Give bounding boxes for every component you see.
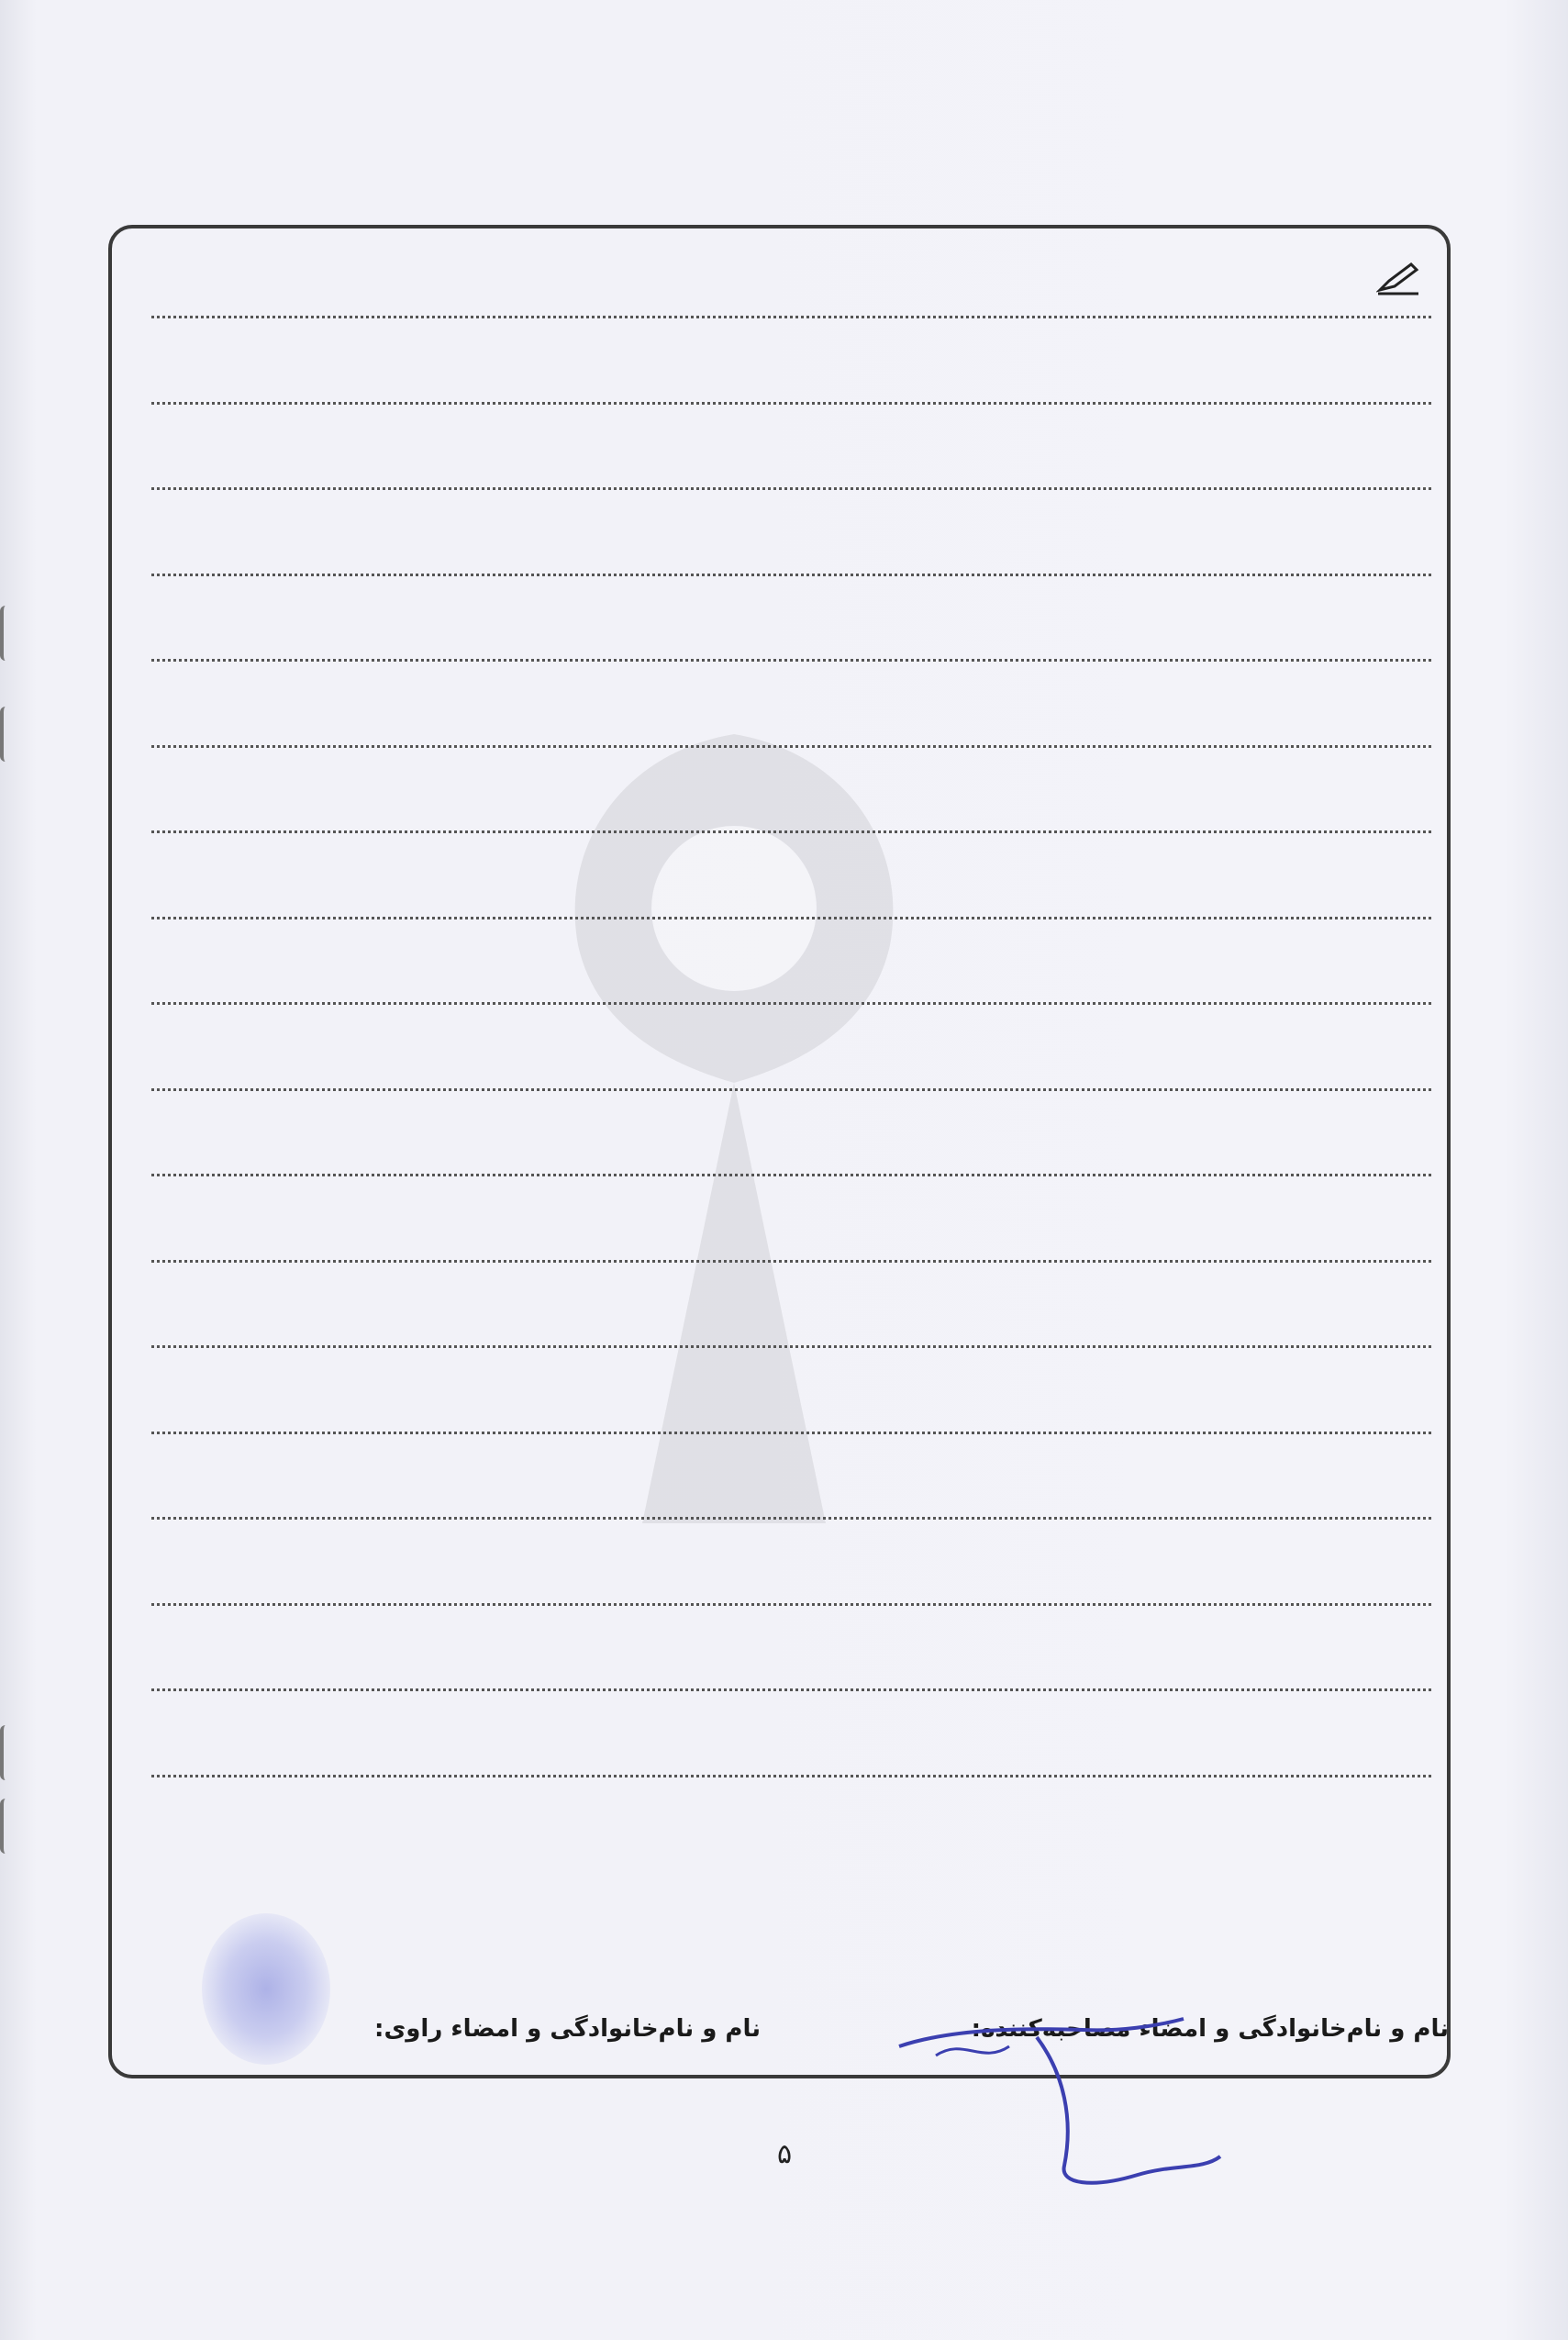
narrator-signature-label: نام و نام‌خانوادگی و امضاء راوی: bbox=[374, 2015, 761, 2043]
dotted-writing-line bbox=[151, 1260, 1431, 1263]
dotted-writing-line bbox=[151, 1002, 1431, 1005]
dotted-writing-line bbox=[151, 1088, 1431, 1091]
dotted-writing-line bbox=[151, 402, 1431, 405]
dotted-writing-line bbox=[151, 487, 1431, 490]
dotted-writing-line bbox=[151, 830, 1431, 833]
dotted-writing-line bbox=[151, 316, 1431, 318]
page-number: ۵ bbox=[776, 2138, 793, 2170]
binding-hole-mark bbox=[0, 1799, 15, 1854]
handwritten-signature bbox=[881, 2010, 1229, 2193]
dotted-writing-line bbox=[151, 1603, 1431, 1606]
binding-hole-mark bbox=[0, 1725, 15, 1780]
interviewer-signature-label: نام و نام‌خانوادگی و امضاء مصاحبه‌کننده: bbox=[971, 2015, 1449, 2043]
dotted-writing-line bbox=[151, 1688, 1431, 1691]
fingerprint-stamp bbox=[202, 1913, 330, 2065]
dotted-writing-line bbox=[151, 1517, 1431, 1520]
dotted-writing-line bbox=[151, 1174, 1431, 1176]
dotted-writing-line bbox=[151, 1775, 1431, 1777]
dotted-writing-line bbox=[151, 659, 1431, 662]
dotted-writing-line bbox=[151, 1432, 1431, 1434]
dotted-writing-line bbox=[151, 917, 1431, 919]
dotted-writing-line bbox=[151, 574, 1431, 576]
form-border bbox=[108, 225, 1451, 2078]
dotted-writing-line bbox=[151, 745, 1431, 748]
pen-icon bbox=[1376, 259, 1420, 295]
binding-hole-mark bbox=[0, 606, 15, 661]
binding-hole-mark bbox=[0, 707, 15, 762]
dotted-writing-line bbox=[151, 1345, 1431, 1348]
